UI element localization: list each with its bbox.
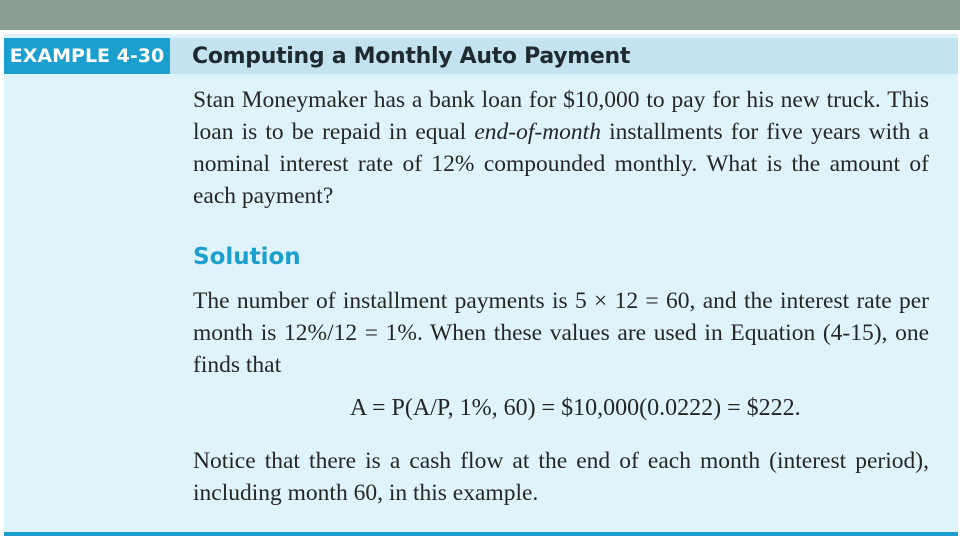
example-title: Computing a Monthly Auto Payment [192,43,631,69]
example-label-box [4,38,170,74]
problem-text-2: installments for five years with a nominal interest rate of 12% compounded monthly. What is the amount of each payment? [193,119,929,209]
payment-equation: A = P(A/P, 1%, 60) = $10,000(0.0222) = $222. [350,395,801,421]
solution-note: Notice that there is a cash flow at the end of each month (interest period), including month 60, in this example. [193,448,929,506]
example-label: EXAMPLE 4-30 [9,45,165,67]
solution-heading: Solution [193,244,301,270]
problem-statement [193,84,929,212]
example-title-bar [170,38,958,74]
problem-text-1: Stan Moneymaker has a bank loan for $10,000 to pay for his new truck. This loan is to be repaid in equal [193,87,929,145]
panel-bottom-rule [4,532,958,536]
problem-emphasis: end-of-month [474,119,601,145]
top-band [0,0,960,30]
solution-intro: The number of installment payments is 5 × 12 = 60, and the interest rate per month is 12%/12 = 1%. When these values are used in Equation (4-15), one finds that [193,288,929,378]
